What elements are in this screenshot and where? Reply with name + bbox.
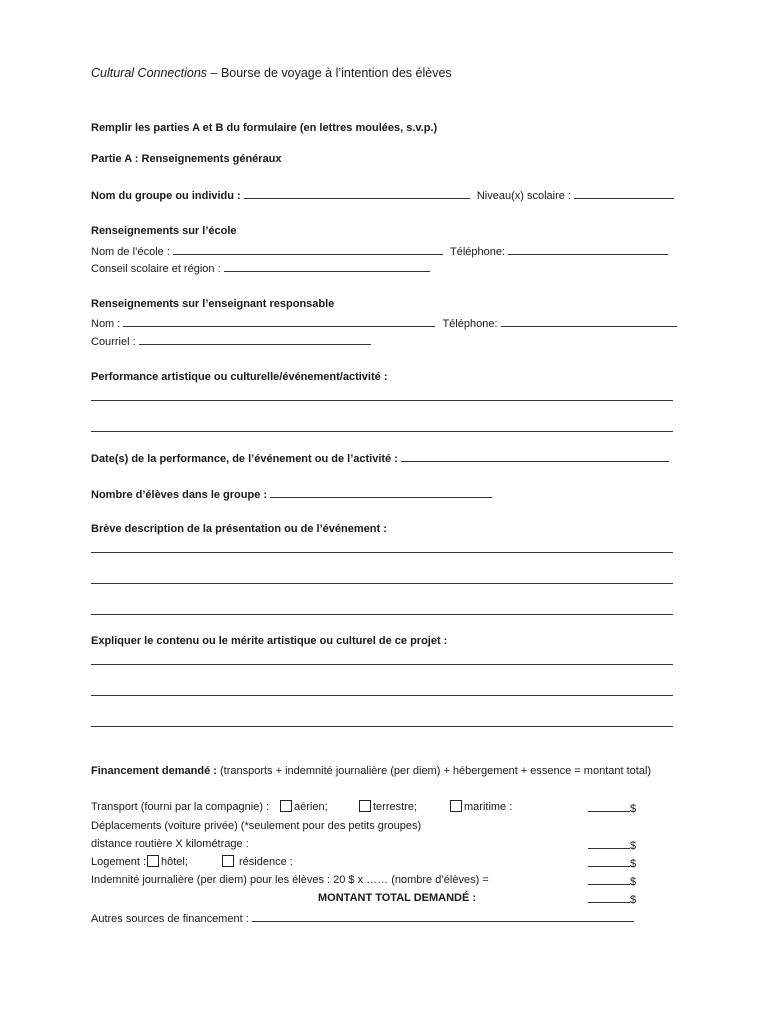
form-title: [91, 66, 452, 80]
teacher-email-row: [91, 333, 371, 349]
teacher-phone-label: Téléphone:: [442, 318, 498, 330]
residence-label: résidence :: [239, 856, 293, 868]
students-row: [91, 486, 492, 502]
currency-symbol: $: [630, 858, 637, 870]
currency-symbol: $: [630, 876, 637, 888]
total-label: MONTANT TOTAL DEMANDÉ :: [318, 892, 477, 904]
lodging-amount-field[interactable]: [588, 855, 630, 867]
private-travel-label: Déplacements (voiture privée) (*seulement pour des petits groupes): [91, 820, 422, 832]
grade-level-label: Niveau(x) scolaire :: [476, 190, 571, 202]
total-amount[interactable]: [588, 891, 636, 907]
teacher-name-field[interactable]: [123, 315, 435, 327]
performance-line-2[interactable]: [91, 431, 673, 432]
hotel-checkbox[interactable]: [147, 855, 159, 867]
lodging-label: Logement :: [91, 856, 147, 868]
other-sources-row: [91, 910, 634, 926]
hotel-label: hôtel;: [161, 856, 188, 868]
grade-level-field[interactable]: [574, 187, 674, 199]
funding-formula: (transports + indemnité journalière (per diem) + hébergement + essence = montant total): [219, 765, 652, 777]
part-a-title: Partie A : Renseignements généraux: [91, 153, 282, 165]
funding-heading: [91, 764, 651, 778]
currency-symbol: $: [630, 803, 637, 815]
option-land[interactable]: [359, 800, 417, 814]
school-name-label: Nom de l’école :: [91, 246, 170, 258]
performance-label: Performance artistique ou culturelle/événement/activité :: [91, 371, 388, 383]
per-diem-label: Indemnité journalière (per diem) pour les élèves : 20 $ x …… (nombre d’élèves) =: [91, 874, 489, 886]
sea-checkbox[interactable]: [450, 800, 462, 812]
teacher-name-row: [91, 315, 677, 331]
description-line-2[interactable]: [91, 583, 673, 584]
group-row: [91, 187, 674, 203]
school-name-field[interactable]: [173, 243, 443, 255]
dates-row: [91, 450, 669, 466]
funding-heading-label: Financement demandé :: [91, 765, 217, 777]
school-name-row: [91, 243, 668, 259]
merit-line-1[interactable]: [91, 664, 673, 665]
teacher-email-field[interactable]: [139, 333, 371, 345]
land-checkbox[interactable]: [359, 800, 371, 812]
teacher-name-label: Nom :: [91, 318, 121, 330]
transport-amount[interactable]: [588, 800, 636, 816]
dates-label: Date(s) de la performance, de l’événement ou de l’activité :: [91, 453, 398, 465]
currency-symbol: $: [630, 840, 637, 852]
teacher-email-label: Courriel :: [91, 336, 136, 348]
description-line-3[interactable]: [91, 614, 673, 615]
group-name-label: Nom du groupe ou individu :: [91, 190, 241, 202]
description-line-1[interactable]: [91, 552, 673, 553]
students-label: Nombre d’élèves dans le groupe :: [91, 489, 268, 501]
distance-amount-field[interactable]: [588, 837, 630, 849]
total-amount-field[interactable]: [588, 891, 630, 903]
transport-amount-field[interactable]: [588, 800, 630, 812]
students-field[interactable]: [270, 486, 492, 498]
teacher-phone-field[interactable]: [501, 315, 677, 327]
performance-line-1[interactable]: [91, 400, 673, 401]
per-diem-amount[interactable]: [588, 873, 636, 889]
dates-field[interactable]: [401, 450, 669, 462]
transport-label: Transport (fourni par la compagnie) :: [91, 801, 270, 813]
instructions: Remplir les parties A et B du formulaire (en lettres moulées, s.v.p.): [91, 122, 438, 134]
sea-label: maritime :: [464, 801, 513, 813]
other-sources-label: Autres sources de financement :: [91, 913, 249, 925]
merit-line-2[interactable]: [91, 695, 673, 696]
school-heading: Renseignements sur l’école: [91, 225, 237, 237]
merit-label: Expliquer le contenu ou le mérite artistique ou culturel de ce projet :: [91, 635, 448, 647]
program-name: Cultural Connections: [91, 66, 208, 80]
teacher-heading: Renseignements sur l’enseignant responsable: [91, 298, 335, 310]
school-board-row: [91, 260, 430, 276]
group-name-field[interactable]: [244, 187, 470, 199]
school-board-field[interactable]: [224, 260, 430, 272]
school-board-label: Conseil scolaire et région :: [91, 263, 221, 275]
lodging-amount[interactable]: [588, 855, 636, 871]
option-sea[interactable]: [450, 800, 512, 814]
option-hotel[interactable]: [147, 855, 188, 869]
distance-label: distance routière X kilométrage :: [91, 838, 249, 850]
form-subtitle: – Bourse de voyage à l’intention des élèves: [207, 66, 452, 80]
other-sources-field[interactable]: [252, 910, 634, 922]
school-phone-field[interactable]: [508, 243, 668, 255]
option-residence[interactable]: [222, 855, 293, 869]
distance-amount[interactable]: [588, 837, 636, 853]
air-label: aérien;: [294, 801, 328, 813]
currency-symbol: $: [630, 894, 637, 906]
merit-line-3[interactable]: [91, 726, 673, 727]
description-label: Brève description de la présentation ou de l’événement :: [91, 523, 387, 535]
land-label: terrestre;: [373, 801, 418, 813]
per-diem-amount-field[interactable]: [588, 873, 630, 885]
school-phone-label: Téléphone:: [450, 246, 506, 258]
air-checkbox[interactable]: [280, 800, 292, 812]
residence-checkbox[interactable]: [222, 855, 234, 867]
option-air[interactable]: [280, 800, 328, 814]
